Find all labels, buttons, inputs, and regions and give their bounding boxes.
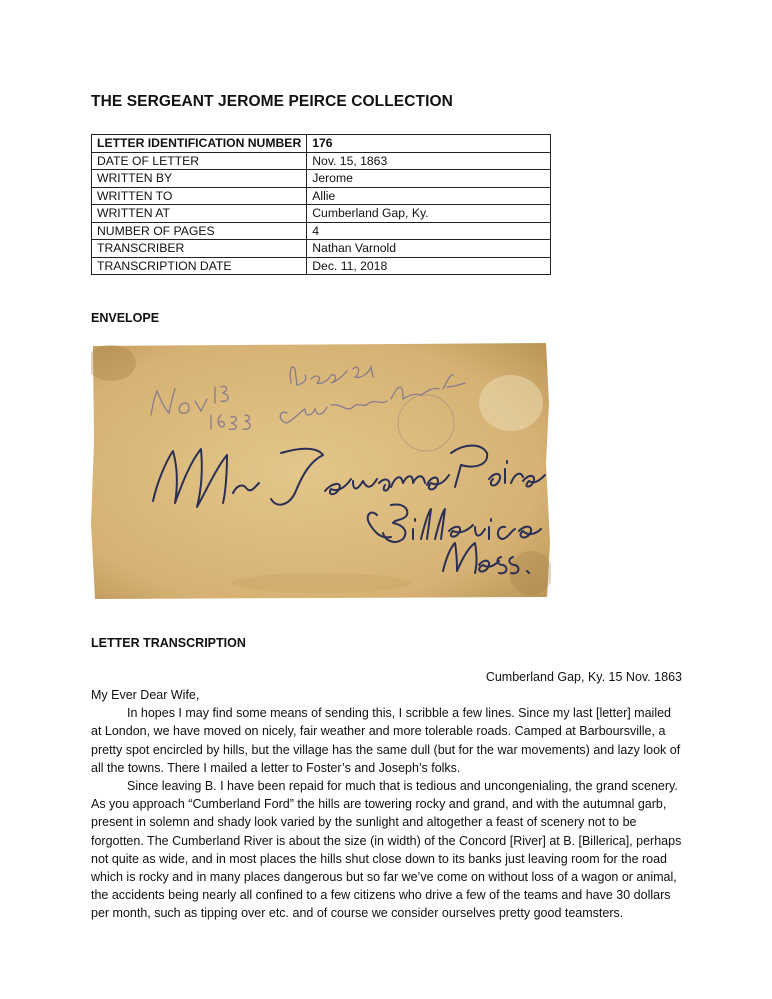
table-key: TRANSCRIPTION DATE xyxy=(92,257,307,275)
table-value: Nathan Varnold xyxy=(307,240,551,258)
table-key: WRITTEN AT xyxy=(92,205,307,223)
letter-heading: LETTER TRANSCRIPTION xyxy=(91,636,246,650)
table-key: TRANSCRIBER xyxy=(92,240,307,258)
table-row xyxy=(92,205,551,223)
table-value: 4 xyxy=(307,222,551,240)
table-value: Dec. 11, 2018 xyxy=(307,257,551,275)
table-value: Jerome xyxy=(307,170,551,188)
table-key: WRITTEN TO xyxy=(92,187,307,205)
page-title: THE SERGEANT JEROME PEIRCE COLLECTION xyxy=(91,93,453,110)
table-value: Allie xyxy=(307,187,551,205)
table-row xyxy=(92,240,551,258)
table-row xyxy=(92,187,551,205)
table-key: DATE OF LETTER xyxy=(92,152,307,170)
envelope-paper xyxy=(91,343,550,599)
table-key: LETTER IDENTIFICATION NUMBER xyxy=(92,135,307,153)
table-row xyxy=(92,135,551,153)
table-row xyxy=(92,257,551,275)
table-row xyxy=(92,152,551,170)
table-row xyxy=(92,170,551,188)
letter-salutation: My Ever Dear Wife, xyxy=(91,688,200,702)
letter-dateline: Cumberland Gap, Ky. 15 Nov. 1863 xyxy=(485,670,682,684)
envelope-image xyxy=(91,343,551,599)
envelope-heading: ENVELOPE xyxy=(91,311,160,325)
letter-body xyxy=(91,686,683,923)
letter-info-table xyxy=(91,134,551,275)
letter-paragraph: Since leaving B. I have been repaid for much that is tedious and uncongenialing, the grand scenery. As you approach “Cumberland Ford” the hills are towering rocky and grand, and with the autumnal garb, present in solemn and shady look varied by the sunlight and altogether a feast of scenery not to be forgotten. The Cumberland River is about the size (in width) of the Concord [River] at B. [Billerica], perhaps not quite as wide, and in most places the hills shut close down to its banks just leaving room for the road which is rocky and in many places dangerous but so far we’ve come on without loss of a wagon or animal, the accidents being nearly all confined to a few citizens who drive a few of the teams and have 30 dollars per month, such as tipping over etc. and of course we consider ourselves pretty good teamsters. xyxy=(91,779,682,921)
table-value: Cumberland Gap, Ky. xyxy=(307,205,551,223)
table-key: WRITTEN BY xyxy=(92,170,307,188)
table-key: NUMBER OF PAGES xyxy=(92,222,307,240)
table-row xyxy=(92,222,551,240)
table-value: 176 xyxy=(307,135,551,153)
table-value: Nov. 15, 1863 xyxy=(307,152,551,170)
letter-paragraph: In hopes I may find some means of sending this, I scribble a few lines. Since my last [letter] mailed at London, we have moved on nicely, fair weather and more tolerable roads. Camped at Barboursville, a pretty spot encircled by hills, but the village has the same dull (but for the war movements) and lazy look of all the towns. There I mailed a letter to Foster’s and Joseph’s folks. xyxy=(91,706,681,775)
